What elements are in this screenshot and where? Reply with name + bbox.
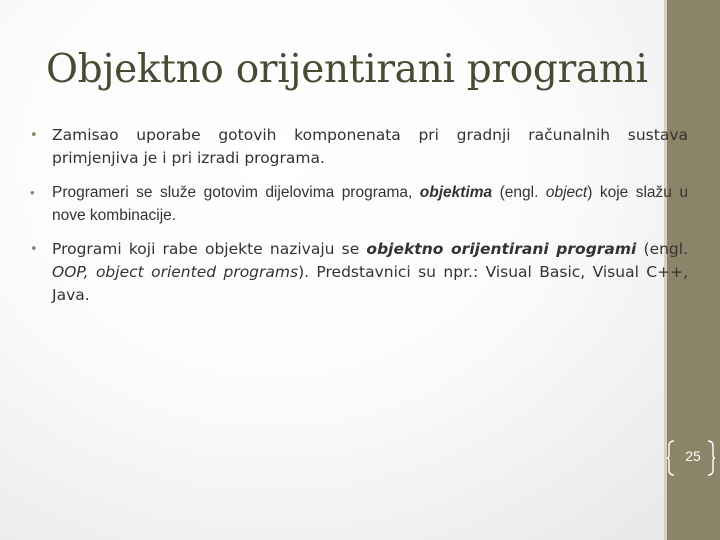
- bullet-3-text-before: Programi koji rabe objekte nazivaju se: [52, 240, 367, 258]
- bullet-item-3: [30, 238, 688, 307]
- bullet-1-text: Zamisao uporabe gotovih komponenata pri gradnji računalnih sustava primjenjiva je i pri izradi programa.: [52, 126, 688, 167]
- page-number: 25: [685, 448, 701, 464]
- bullet-dot-icon: •: [30, 185, 35, 200]
- bullet-3-italic: OOP, object oriented programs: [52, 263, 299, 281]
- bullet-2-emphasis: objektima: [419, 184, 493, 201]
- bullet-2-text-before: Programeri se služe gotovim dijelovima programa,: [52, 184, 420, 201]
- bullet-2-text-middle: (engl.: [492, 184, 546, 201]
- bullet-dot-icon: •: [30, 242, 38, 257]
- slide-title: Objektno orijentirani programi: [46, 47, 648, 92]
- bullet-3-text-middle: (engl.: [636, 240, 689, 258]
- bullet-item-2: [30, 181, 688, 227]
- bullet-list: [30, 124, 688, 318]
- page-number-left-bracket-icon: [666, 440, 676, 476]
- page-number-right-bracket-icon: [706, 440, 716, 476]
- bullet-3-emphasis: objektno orijentirani programi: [366, 240, 637, 258]
- bullet-2-italic: object: [545, 184, 588, 201]
- bullet-3-text-after: ). Predstavnici su npr.: Visual Basic, Visual C++, Java.: [52, 263, 688, 304]
- bullet-item-1: [30, 124, 688, 170]
- bullet-dot-icon: •: [30, 128, 38, 143]
- bullet-2-text-after: ) koje slažu u nove kombinacije.: [52, 184, 688, 224]
